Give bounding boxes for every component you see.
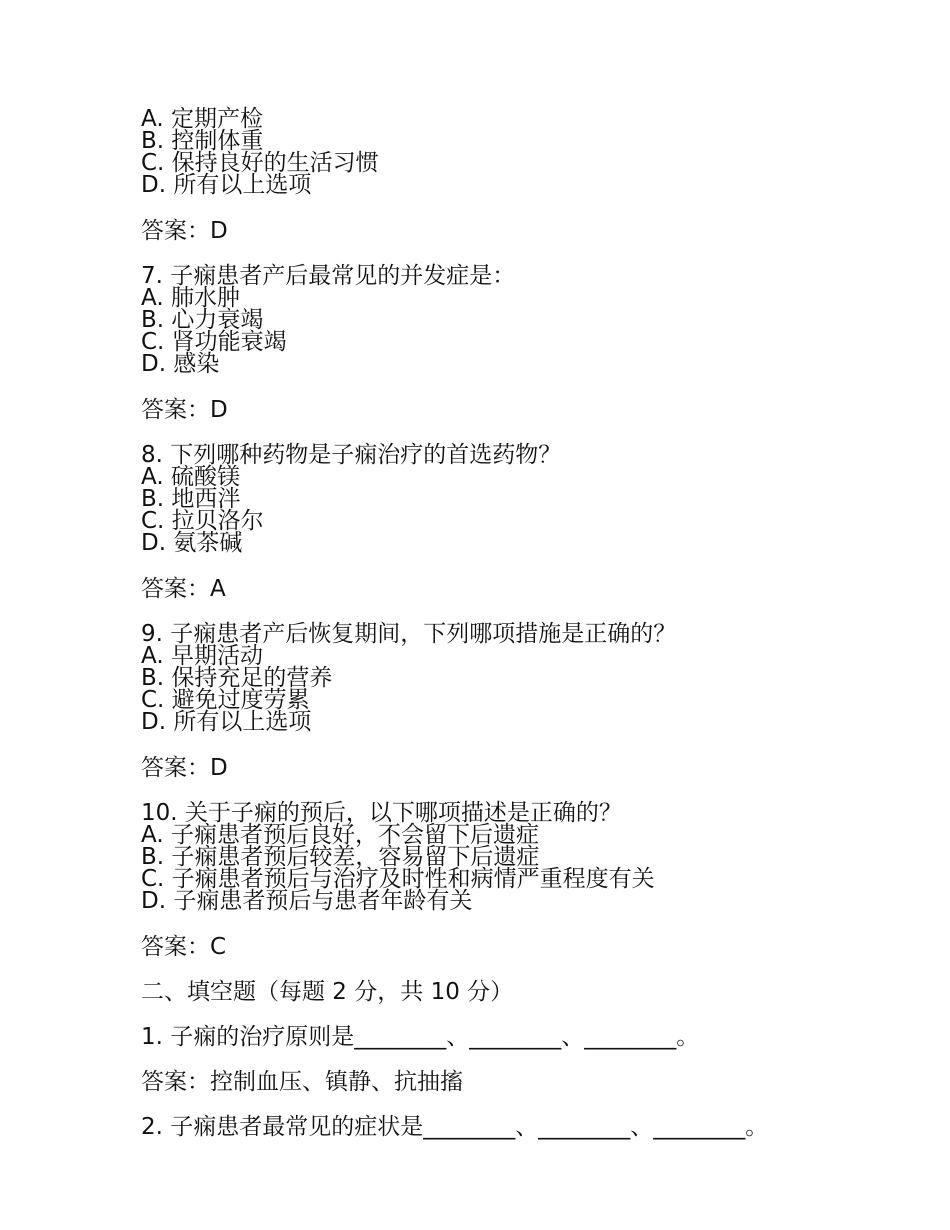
- section-2-fill-in: [141, 979, 841, 1140]
- q6-option-a: A. 定期产检: [141, 106, 263, 132]
- q8-option-d: D. 氨茶碱: [141, 530, 243, 556]
- q10-option-c: C. 子痫患者预后与治疗及时性和病情严重程度有关: [141, 866, 655, 892]
- q6-option-d: D. 所有以上选项: [141, 172, 312, 198]
- question-8: [141, 444, 841, 623]
- q9-option-b: B. 保持充足的营养: [141, 665, 333, 691]
- fill-2-stem: 2. 子痫患者最常见的症状是________、________、________。: [141, 1114, 769, 1140]
- q8-option-c: C. 拉贝洛尔: [141, 508, 264, 534]
- question-6: [141, 108, 841, 265]
- q6-answer: 答案：D: [141, 218, 228, 244]
- q9-option-a: A. 早期活动: [141, 643, 263, 669]
- fill-1-answer: 答案：控制血压、镇静、抗抽搐: [141, 1069, 463, 1095]
- q10-stem: 10. 关于子痫的预后，以下哪项描述是正确的？: [141, 800, 622, 826]
- q8-option-b: B. 地西泮: [141, 486, 241, 512]
- q10-option-d: D. 子痫患者预后与患者年龄有关: [141, 888, 473, 914]
- q9-option-d: D. 所有以上选项: [141, 709, 312, 735]
- q10-option-b: B. 子痫患者预后较差，容易留下后遗症: [141, 844, 540, 870]
- section-2-heading: 二、填空题（每题 2 分，共 10 分）: [141, 979, 514, 1005]
- q7-option-a: A. 肺水肿: [141, 285, 240, 311]
- q7-option-d: D. 感染: [141, 351, 220, 377]
- document-page: [141, 108, 841, 1140]
- q9-answer: 答案：D: [141, 755, 228, 781]
- question-10: [141, 802, 841, 979]
- q7-answer: 答案：D: [141, 397, 228, 423]
- question-7: [141, 265, 841, 444]
- q6-option-b: B. 控制体重: [141, 128, 264, 154]
- fill-1-stem: 1. 子痫的治疗原则是________、________、________。: [141, 1024, 700, 1050]
- q10-option-a: A. 子痫患者预后良好，不会留下后遗症: [141, 822, 539, 848]
- q8-answer: 答案：A: [141, 576, 226, 602]
- q9-stem: 9. 子痫患者产后恢复期间，下列哪项措施是正确的？: [141, 621, 677, 647]
- q9-option-c: C. 避免过度劳累: [141, 687, 310, 713]
- q7-option-c: C. 肾功能衰竭: [141, 329, 287, 355]
- q7-option-b: B. 心力衰竭: [141, 307, 264, 333]
- q7-stem: 7. 子痫患者产后最常见的并发症是：: [141, 263, 516, 289]
- q8-stem: 8. 下列哪种药物是子痫治疗的首选药物？: [141, 442, 562, 468]
- question-9: [141, 623, 841, 802]
- q6-option-c: C. 保持良好的生活习惯: [141, 150, 379, 176]
- q10-answer: 答案：C: [141, 934, 227, 960]
- q8-option-a: A. 硫酸镁: [141, 464, 240, 490]
